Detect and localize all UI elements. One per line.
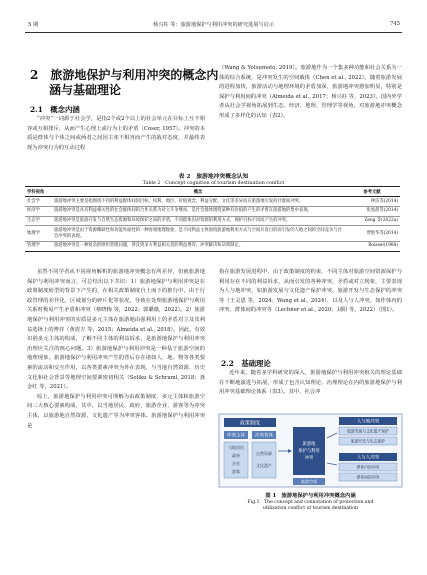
subsection-heading-2: 2.2 基础理论 xyxy=(221,359,271,368)
policy-label: 政策制度 xyxy=(239,420,261,427)
table-cell: 旅游地冲突主要是指围绕不同的利益群体间因目标、权利、地位、价值观念、利益分配、文化等差异而在旅游地引发的社群间冲突。 xyxy=(52,197,344,207)
table-header-cell: 概念 xyxy=(52,187,344,197)
table-row xyxy=(25,226,400,241)
left-column-top xyxy=(27,115,205,153)
table-cell: Boissel(1988) xyxy=(344,241,400,251)
paragraph: 近年来，随着多学科研究的深入，旅游地保护与利用冲突相关的理论基础在不断地演进与拓展，形成了包含认知理论、治理理论在内的旅游地保护与利用冲突基础理论体系（表3）。其中，社会冲 xyxy=(219,370,402,396)
table-cell: 旅游地冲突是一种复杂的组织管理问题，涉及到多方利益相关者的利益博弈、冲突解决和决策制定。 xyxy=(52,241,344,251)
human-human-label: 人与人冲突 xyxy=(356,455,380,461)
table-cell: 地理学 xyxy=(25,226,52,241)
concept-table xyxy=(25,186,400,252)
object-item: 自然资源 xyxy=(256,451,272,456)
right-column-body xyxy=(219,268,402,316)
object-item: 文化遗产 xyxy=(256,463,272,468)
right-item: 旅游开发与生态保护 xyxy=(350,438,386,444)
paragraph: “冲突”一词源于社会学，是指2个或2个以上的社会单元在目标上互不相容或互相排斥，从而产生心理上或行为上的矛盾（Coser, 1957）。冲突的本质是群体与个体之间或两者之间因主张不相容而产生的敌对态度，并最终表现为冲突行为的互动过程 xyxy=(27,116,205,151)
page-number: 745 xyxy=(390,21,400,27)
subject-item: 当地居民 xyxy=(228,445,244,450)
section-heading xyxy=(30,68,218,98)
table-header-row xyxy=(25,187,400,197)
table-cell: 旅游地冲突是旅游开发与自然生态资源和环境保护之间的矛盾，不同群体因对资源的利用方式、保护目标不同而产生的冲突。 xyxy=(52,216,344,226)
conflict-label-1: 旅游地 xyxy=(302,442,316,447)
section-title-line1: 旅游地保护与利用冲突的概念内 xyxy=(50,68,219,82)
table-cell: 经济学 xyxy=(25,206,52,216)
right-item: 旅游发展与文化遗产保护 xyxy=(347,428,389,434)
table-cell: 旅游地冲突是由于资源稀缺性和功能外溢性的一种客观地理现象，是不同利益主体围绕旅游地利用方式与空间开发目的而引发的人地之间的空间竞争与社会冲突的表现。 xyxy=(52,226,344,241)
section-number: 2 xyxy=(30,68,39,82)
table-cell: 生态学 xyxy=(25,216,52,226)
running-title: 杨兴柱 等：旅游地保护与利用冲突的研究进展与启示 xyxy=(153,22,274,28)
table-header-cell: 参考文献 xyxy=(344,187,400,197)
right-item: 群体间的冲突 xyxy=(356,474,380,480)
table-row xyxy=(25,197,400,207)
section-title-line2: 涵与基础理论 xyxy=(49,83,122,97)
paragraph: （Wang & Yotsumoto, 2019）。旅游地作为一个集多种功能和社会关系为一体的综合系统，是冲突发生的空间载体（Chen et al., 2022）。随着旅游发展的进程加快，旅游活动与地理环境的矛盾加深，旅游地冲突愈加明显，特别是保护与利用间的冲突（Almeida et al., 2017；杨兴柱 等，2023）。国内外学者从社会学视角拓展到生态、经济、地理、管理学等视角，对旅游地冲突概念形成了多样化的认知（表2）。 xyxy=(219,65,402,119)
right-item: 群体内的冲突 xyxy=(356,464,380,470)
paragraph: 虽然不同学者从不同视角解析的旅游地冲突概念有所差异，但就旅游地保护与利用冲突而言，可总结出以下共识：1）旅游地保护与利用冲突是在政策制度转型的背景下产生的，在相关政策制度自上而下的推行中，由于行政管理的差异化，区域划分的碎片化等状况，导致在处理旅游地保护与利用关系时极易产生矛盾和冲突（蔡晓梅 等，2022；郭璐薇，2022）。2）旅游地保护与利用冲突的实质是多元主体在旅游地由强利用上的矛盾对立及其利益选择上的博弈（黄震方 等，2015；Almeida et al., 2018）。因此，有效识别多元主体的构成，了解不同主体的利益诉求，是旅游地保护与利用冲突治理应关注的核心问题。3）旅游地保护与利用冲突是一种基于旅游空间的地理现象。旅游地保护与利用冲突产生的背后存在诸如人、地、物等各类要素的流动和交互作用，以各类要素冲突为外在表现，与当地自然资源、历史文化和社会背景等地理空间要素密切相关（Soliku & Schraml, 2018；龚金红 等，2021）。 xyxy=(27,269,205,391)
figure-caption-cn: 图 1 旅游地保护与利用冲突概念内涵 xyxy=(265,493,356,499)
conflict-label-2: 保护与利用 xyxy=(298,449,320,454)
figure-caption-en-1: Fig.1 The concept and connotation of protection and xyxy=(247,500,374,505)
table-row xyxy=(25,241,400,251)
figure-caption-en-2: utilization conflict of tourism destination xyxy=(263,506,358,511)
table-cell: 贾艳华等(2014) xyxy=(344,226,400,241)
object-items-box xyxy=(252,442,276,478)
table-caption-en: Table 2 Concept cognition of tourism destination conflict xyxy=(142,181,285,186)
subject-item: 游客 xyxy=(232,469,240,474)
table-caption-cn: 表 2 旅游地冲突概念认知 xyxy=(178,174,249,180)
table-cell: 管理学 xyxy=(25,241,52,251)
header-rule xyxy=(25,32,402,33)
space-label: 旅游空间 xyxy=(301,479,317,484)
left-column-body xyxy=(27,268,205,431)
table-cell: Zeng 等(2022a) xyxy=(344,216,400,226)
human-land-label: 人与地冲突 xyxy=(356,419,380,425)
table-cell: 钟洁等(2014) xyxy=(344,197,400,207)
table-row xyxy=(25,216,400,226)
table-header-cell: 学科视角 xyxy=(25,187,52,197)
table-cell: 张旭晨等(2014) xyxy=(344,206,400,216)
table-cell: 社会学 xyxy=(25,197,52,207)
right-column-body-2 xyxy=(219,369,402,398)
subject-label: 冲突主体 xyxy=(227,433,245,439)
conflict-label-3: 冲突 xyxy=(304,456,314,461)
table-cell: 旅游地冲突是具有利益相关性的社会群体间的合作关系为对立斗争继而，是社会群体围绕某种有价值的产生的矛盾在旅游地的集中表现。 xyxy=(52,206,344,216)
issue-label: 5 期 xyxy=(28,22,39,28)
table-row xyxy=(25,206,400,216)
concept-diagram xyxy=(218,413,403,488)
subsection-heading-1: 2.1 概念内涵 xyxy=(30,105,80,114)
object-label: 冲突客体 xyxy=(255,433,273,439)
paragraph: 综上，旅游地保护与利用冲突可理解为由政策制度、多元主体和旅游空间三大核心要素构成，其中，以当地居民、政府、旅游企业、游客等为冲突主体，以旅游地自然资源、文化遗产等为冲突客体。旅游地保护与利用冲突是 xyxy=(27,393,205,429)
subject-item: 政府 xyxy=(232,453,240,458)
subject-item: 企业 xyxy=(232,461,240,466)
right-column-top xyxy=(219,64,402,122)
paragraph: 指在旅游发展进程中，由于政策制度的约束、不同主体对旅游空间资源保护与利用存在不同的利益诉求，从而引发的各种冲突、矛盾或对立现象，主要表现为人与地冲突，如旅游发展与文化遗产保护冲突，旅游开发与生态保护的冲突等（王灵恩 等，2024；Wang et al., 2024），以及人与人冲突，如作体内的冲突、群体间的冲突等（Lechner et al., 2020；刘阳 等，2022）（图1）。 xyxy=(219,269,402,314)
